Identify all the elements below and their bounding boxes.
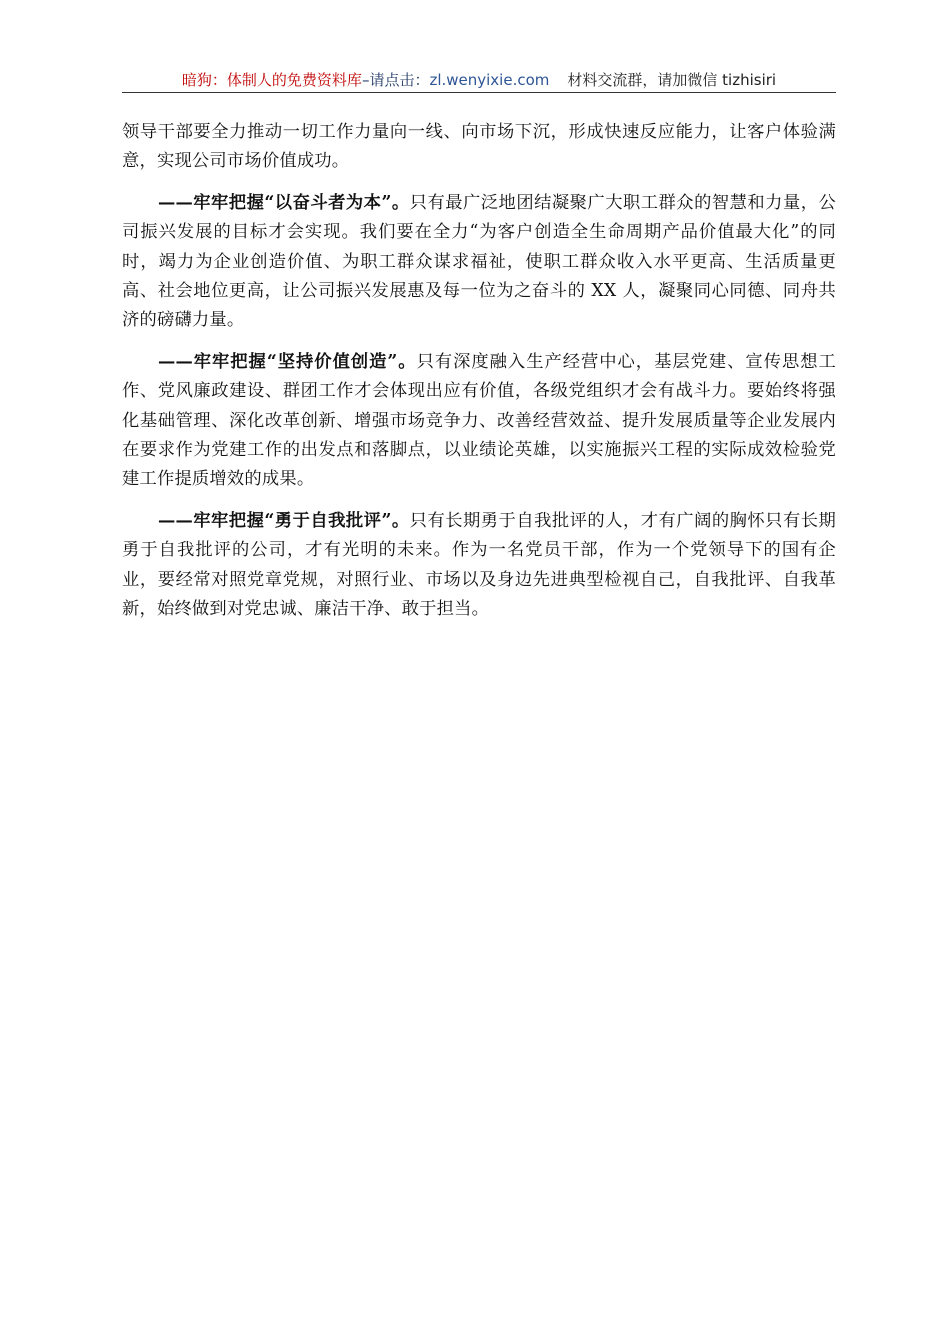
paragraph-text: 只有最广泛地团结凝聚广大职工群众的智慧和力量，公司振兴发展的目标才会实现。我们要在全力“为客户创造全生命周期产品价值最大化”的同时，竭力为企业创造价值、为职工群众谋求福祉，使职工群众收入水平更高、生活质量更高、社会地位更高，让公司振兴发展惠及每一位为之奋斗的 XX 人，凝聚同心同德、同舟共济的磅礴力量。: [122, 192, 836, 331]
header-brand: 暗狗：体制人的免费资料库: [181, 71, 362, 89]
header-link-prompt: –请点击：: [361, 71, 430, 89]
paragraph-text: 只有长期勇于自我批评的人，才有广阔的胸怀只有长期勇于自我批评的公司，才有光明的未来。作为一名党员干部，作为一个党领导下的国有企业，要经常对照党章党规，对照行业、市场以及身边先进典型检视自己，自我批评、自我革新，始终做到对党忠诚、廉洁干净、敢于担当。: [122, 510, 836, 620]
paragraph: [122, 348, 836, 495]
paragraph: [122, 118, 836, 177]
paragraph: [122, 189, 836, 336]
paragraph-heading: ——牢牢把握“坚持价值创造”。: [158, 351, 417, 372]
paragraph: [122, 507, 836, 625]
paragraph-heading: ——牢牢把握“勇于自我批评”。: [158, 510, 410, 531]
header-contact: 材料交流群，请加微信 tizhisiri: [567, 71, 777, 89]
paragraph-text: 只有深度融入生产经营中心，基层党建、宣传思想工作、党风廉政建设、群团工作才会体现出应有价值，各级党组织才会有战斗力。要始终将强化基础管理、深化改革创新、增强市场竞争力、改善经营效益、提升发展质量等企业发展内在要求作为党建工作的出发点和落脚点，以业绩论英雄，以实施振兴工程的实际成效检验党建工作提质增效的成果。: [122, 351, 836, 490]
document-body: [122, 118, 836, 637]
paragraph-heading: ——牢牢把握“以奋斗者为本”。: [158, 192, 410, 213]
paragraph-text: 领导干部要全力推动一切工作力量向一线、向市场下沉，形成快速反应能力，让客户体验满意，实现公司市场价值成功。: [122, 122, 836, 172]
page-header: [122, 70, 836, 93]
header-url-link[interactable]: zl.wenyixie.com: [429, 71, 550, 89]
